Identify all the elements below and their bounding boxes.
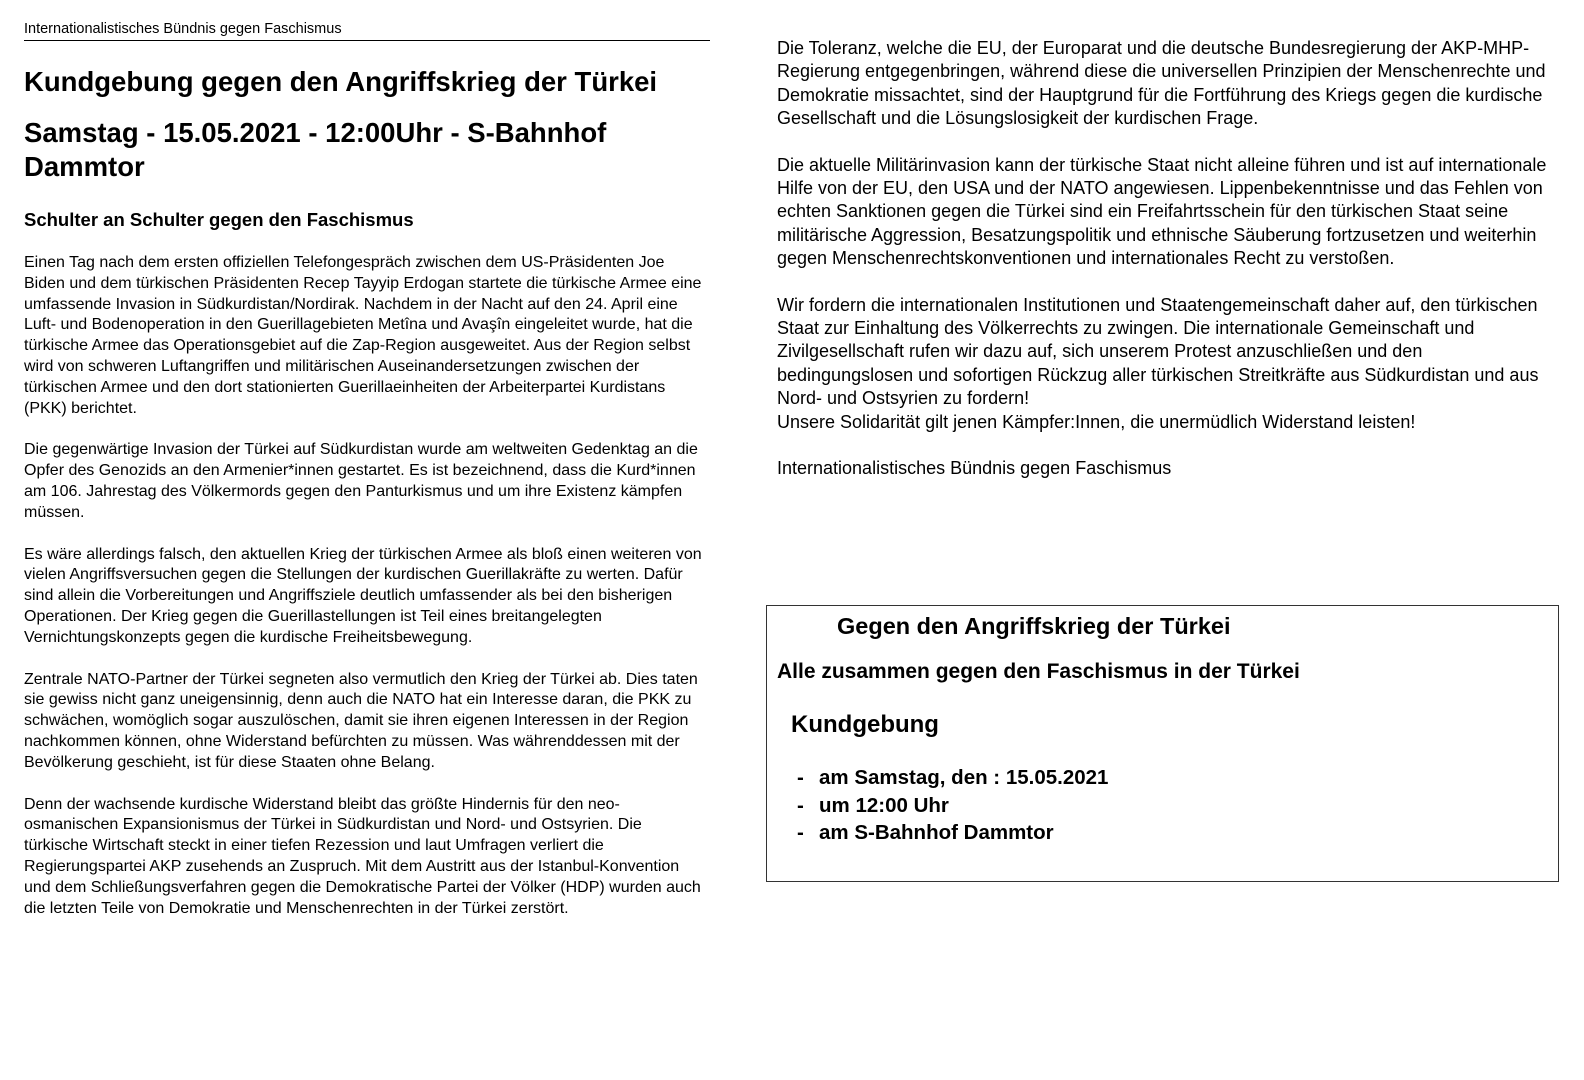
- list-item: [797, 819, 1108, 847]
- event-subtitle: Samstag - 15.05.2021 - 12:00Uhr - S-Bahnhof Dammtor: [24, 117, 607, 182]
- article-paragraph: Denn der wachsende kurdische Widerstand bleibt das größte Hindernis für den neo-osmanischen Expansionismus der Türkei in Südkurdistan und Nord- und Ostsyrien. Die türkische Wirtschaft steckt in einer tiefen Rezession und laut Umfragen verliert die Regierungspartei AKP zusehends an Zuspruch. Mit dem Austritt aus der Istanbul-Konvention und dem Schließungsverfahren gegen die Demokratische Partei der Völker (HDP) wurden auch die letzten Teile von Demokratie und Menschenrechten in der Türkei zerstört.: [24, 795, 701, 917]
- event-date: am Samstag, den : 15.05.2021: [819, 766, 1109, 789]
- dash-bullet: -: [797, 793, 804, 817]
- left-column: [24, 20, 710, 919]
- signature: Internationalistisches Bündnis gegen Faschismus: [777, 458, 1172, 479]
- dash-bullet: -: [797, 821, 804, 844]
- list-item: [797, 764, 1108, 792]
- notice-subtitle: Alle zusammen gegen den Faschismus in der Türkei: [777, 660, 1300, 683]
- event-details-list: [797, 764, 1108, 847]
- demands-text: Wir fordern die internationalen Institutionen und Staatengemeinschaft daher auf, den türkischen Staat zur Einhaltung des Völkerrechts zu zwingen. Die internationale Gemeinschaft und Zivilgesellschaft rufen wir dazu auf, sich unserem Protest anzuschließen und den bedingungslosen und sofortigen Rückzug aller türkischen Streitkräfte aus Südkurdistan und aus Nord- und Ostsyrien zu fordern!: [777, 294, 1539, 409]
- article-paragraph: Die Toleranz, welche die EU, der Europarat und die deutsche Bundesregierung der AKP-MHP-Regierung entgegenbringen, während diese die universellen Prinzipien der Menschenrechte und Demokratie missachtet, sind der Hauptgrund für die Fortführung des Kriegs gegen die kurdische Gesellschaft und die Lösungslosigkeit der kurdischen Frage.: [777, 38, 1546, 129]
- article-paragraph: [777, 294, 1557, 434]
- list-item: [797, 792, 1108, 820]
- section-heading: Schulter an Schulter gegen den Faschismus: [24, 209, 414, 230]
- article-paragraph: Es wäre allerdings falsch, den aktuellen Krieg der türkischen Armee als bloß einen weiteren von vielen Angriffsversuchen gegen die Stellungen der kurdischen Guerillakräfte zu werten. Dafür sind allein die Vorbereitungen und Angriffsziele deutlich umfassender als bei den bisherigen Operationen. Der Krieg gegen die Guerillastellungen ist Teil eines breitangelegten Vernichtungskonzepts gegen die kurdische Freiheitsbewegung.: [24, 545, 702, 646]
- solidarity-line: Unsere Solidarität gilt jenen Kämpfer:Innen, die unermüdlich Widerstand leisten!: [777, 411, 1416, 432]
- article-paragraph: Die gegenwärtige Invasion der Türkei auf Südkurdistan wurde am weltweiten Gedenktag an die Opfer des Genozids an den Armenier*innen gestartet. Es ist bezeichnend, dass die Kurd*innen am 106. Jahrestag des Völkermords gegen den Panturkismus und um ihre Existenz kämpfen müssen.: [24, 441, 698, 521]
- article-paragraph: Einen Tag nach dem ersten offiziellen Telefongespräch zwischen dem US-Präsidenten Joe Biden und dem türkischen Präsidenten Recep Tayyip Erdogan startete die türkische Armee eine umfassende Invasion in Südkurdistan/Nordirak. Nachdem in der Nacht auf den 24. April eine Luft- und Bodenoperation in den Guerillagebieten Metîna und Avaşîn eingeleitet wurde, hat die türkische Armee das Operationsgebiet auf die Zap-Region ausgeweitet. Aus der Region selbst wird von schweren Luftangriffen und militärischen Auseinandersetzungen zwischen der türkischen Armee und den dort stationierten Guerillaeinheiten der Arbeiterpartei Kurdistans (PKK) berichtet.: [24, 254, 702, 417]
- event-location: am S-Bahnhof Dammtor: [819, 821, 1054, 844]
- event-notice-box: [766, 605, 1559, 882]
- notice-title: Gegen den Angriffskrieg der Türkei: [837, 613, 1231, 639]
- main-title: Kundgebung gegen den Angriffskrieg der Türkei: [24, 66, 658, 97]
- dash-bullet: -: [797, 766, 804, 789]
- organization-header: Internationalistisches Bündnis gegen Faschismus: [24, 20, 710, 41]
- notice-event-type: Kundgebung: [791, 711, 939, 738]
- article-paragraph: Die aktuelle Militärinvasion kann der türkische Staat nicht alleine führen und ist auf internationale Hilfe von der EU, den USA und der NATO angewiesen. Lippenbekenntnisse und das Fehlen von echten Sanktionen gegen die Türkei sind ein Freifahrtsschein für den türkischen Staat seine militärische Aggression, Besatzungspolitik und ethnische Säuberung fortzusetzen und weiterhin gegen Menschenrechtskonventionen und internationales Recht zu verstoßen.: [777, 154, 1547, 269]
- article-paragraph: Zentrale NATO-Partner der Türkei segneten also vermutlich den Krieg der Türkei ab. Dies taten sie gewiss nicht ganz uneigensinnig, denn auch die NATO hat ein Interesse daran, die PKK zu schwächen, womöglich sogar auszulöschen, damit sie ihren eigenen Interessen in der Region nachkommen können, ohne Widerstand befürchten zu müssen. Was währenddessen mit der Bevölkerung geschieht, ist für diese Staaten ohne Belang.: [24, 670, 698, 771]
- right-column: [777, 37, 1557, 504]
- event-time: um 12:00 Uhr: [819, 793, 949, 817]
